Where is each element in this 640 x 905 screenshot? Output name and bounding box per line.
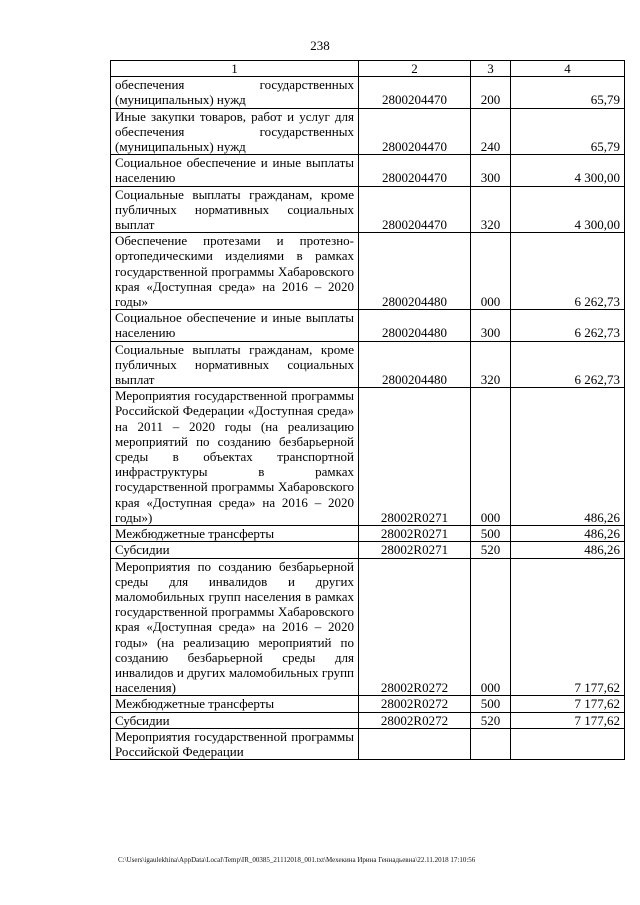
table-row [111,310,625,341]
table-row [111,542,625,558]
row-target-code: 28002R0271 [359,526,471,542]
row-description: Обеспечение протезами и протезно-ортопедическими изделиями в рамках государственной программы Хабаровского края «Доступная среда» на 2016 – 2020 годы» [111,233,359,310]
row-amount: 6 262,73 [511,341,625,388]
row-amount: 7 177,62 [511,558,625,696]
row-description: Социальные выплаты гражданам, кроме публичных нормативных социальных выплат [111,186,359,233]
file-path-footer: C:\Users\igaulekhina\AppData\Local\Temp\IR_00385_21112018_001.txt\Мехекина Ирина Геннадьевна\22.11.2018 17:10:56 [118,856,476,864]
row-expense-type: 320 [471,341,511,388]
table-row [111,341,625,388]
row-target-code: 2800204480 [359,341,471,388]
table-row [111,186,625,233]
row-expense-type: 000 [471,558,511,696]
table-row [111,712,625,728]
row-description: Мероприятия государственной программы Российской Федерации «Доступная среда» на 2011 – 2020 годы (на реализацию мероприятий по созданию безбарьерной среды в объектах транспортной инфраструктуры в рамках государственной программы Хабаровского края «Доступная среда» на 2016 – 2020 годы») [111,388,359,526]
row-amount: 4 300,00 [511,155,625,186]
row-description: Субсидии [111,542,359,558]
row-target-code: 28002R0271 [359,542,471,558]
row-target-code: 2800204470 [359,77,471,108]
table-row [111,77,625,108]
header-col-2: 2 [359,61,471,77]
row-description: Мероприятия государственной программы Российской Федерации [111,728,359,759]
header-col-1: 1 [111,61,359,77]
table-row [111,696,625,712]
row-description: Межбюджетные трансферты [111,696,359,712]
row-target-code: 2800204480 [359,310,471,341]
row-description: Социальные выплаты гражданам, кроме публичных нормативных социальных выплат [111,341,359,388]
row-amount: 6 262,73 [511,233,625,310]
row-target-code: 2800204480 [359,233,471,310]
row-expense-type: 520 [471,542,511,558]
row-description: Мероприятия по созданию безбарьерной среды для инвалидов и других маломобильных групп населения в рамках государственной программы Хабаровского края «Доступная среда» на 2016 – 2020 годы» (на реализацию мероприятий по созданию безбарьерной среды для инвалидов и других маломобильных групп населения) [111,558,359,696]
table-row [111,108,625,155]
row-amount: 486,26 [511,526,625,542]
row-description: Иные закупки товаров, работ и услуг для обеспечения государственных (муниципальных) нужд [111,108,359,155]
page-number: 238 [310,38,330,53]
row-amount: 7 177,62 [511,696,625,712]
row-expense-type: 300 [471,310,511,341]
row-target-code: 28002R0272 [359,712,471,728]
row-target-code: 28002R0272 [359,696,471,712]
row-amount: 486,26 [511,388,625,526]
row-amount: 6 262,73 [511,310,625,341]
row-target-code: 2800204470 [359,186,471,233]
row-target-code: 28002R0271 [359,388,471,526]
row-description: Межбюджетные трансферты [111,526,359,542]
row-target-code: 2800204470 [359,108,471,155]
row-amount: 7 177,62 [511,712,625,728]
table-row [111,558,625,696]
header-col-4: 4 [511,61,625,77]
budget-table [110,60,625,760]
row-amount: 4 300,00 [511,186,625,233]
row-expense-type: 240 [471,108,511,155]
row-expense-type: 000 [471,388,511,526]
row-amount: 65,79 [511,77,625,108]
row-description: Социальное обеспечение и иные выплаты населению [111,155,359,186]
table-row [111,155,625,186]
row-expense-type: 000 [471,233,511,310]
row-expense-type: 520 [471,712,511,728]
table-row [111,233,625,310]
row-target-code: 2800204470 [359,155,471,186]
row-target-code [359,728,471,759]
table-row [111,388,625,526]
row-amount [511,728,625,759]
row-expense-type: 500 [471,696,511,712]
table-row [111,728,625,759]
row-description: обеспечения государственных (муниципальных) нужд [111,77,359,108]
row-expense-type: 300 [471,155,511,186]
row-description: Субсидии [111,712,359,728]
table-row [111,526,625,542]
row-expense-type: 320 [471,186,511,233]
row-amount: 486,26 [511,542,625,558]
row-expense-type [471,728,511,759]
row-expense-type: 500 [471,526,511,542]
row-expense-type: 200 [471,77,511,108]
table-header-row [111,61,625,77]
row-amount: 65,79 [511,108,625,155]
header-col-3: 3 [471,61,511,77]
row-target-code: 28002R0272 [359,558,471,696]
row-description: Социальное обеспечение и иные выплаты населению [111,310,359,341]
